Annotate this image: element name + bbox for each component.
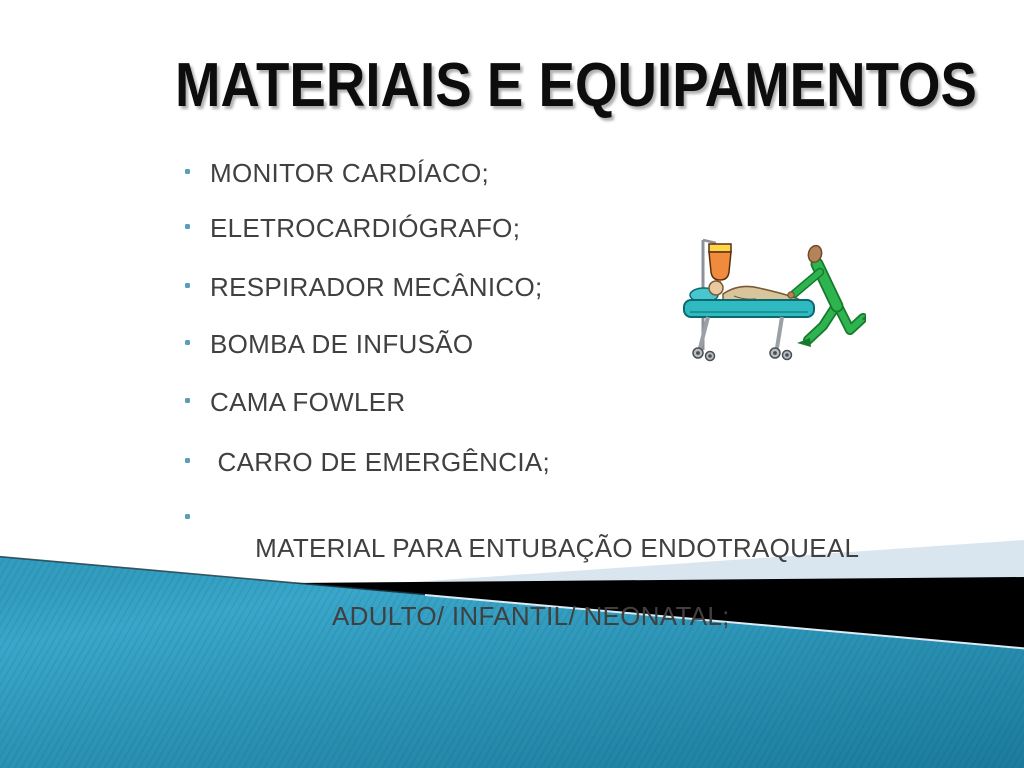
list-item: RESPIRADOR MECÂNICO; (210, 272, 543, 302)
list-item-line2: ADULTO/ INFANTIL/ NEONATAL; (332, 601, 730, 631)
bullet-dot (185, 398, 190, 403)
list-item-line1: MATERIAL PARA ENTUBAÇÃO ENDOTRAQUEAL (255, 533, 860, 563)
slide-title: MATERIAIS E EQUIPAMENTOS (175, 51, 977, 120)
list-item: BOMBA DE INFUSÃO (210, 329, 474, 359)
list-item: CAMA FOWLER (210, 387, 406, 417)
list-item: MONITOR CARDÍACO; (210, 158, 490, 188)
bullet-dot (185, 169, 190, 174)
bullet-dot (185, 514, 190, 519)
list-item: CARRO DE EMERGÊNCIA; (210, 447, 551, 477)
list-item (210, 503, 910, 691)
bullet-dot (185, 458, 190, 463)
bullet-dot (185, 224, 190, 229)
list-item: ELETROCARDIÓGRAFO; (210, 213, 521, 243)
bullet-dot (185, 340, 190, 345)
bullet-dot (185, 283, 190, 288)
